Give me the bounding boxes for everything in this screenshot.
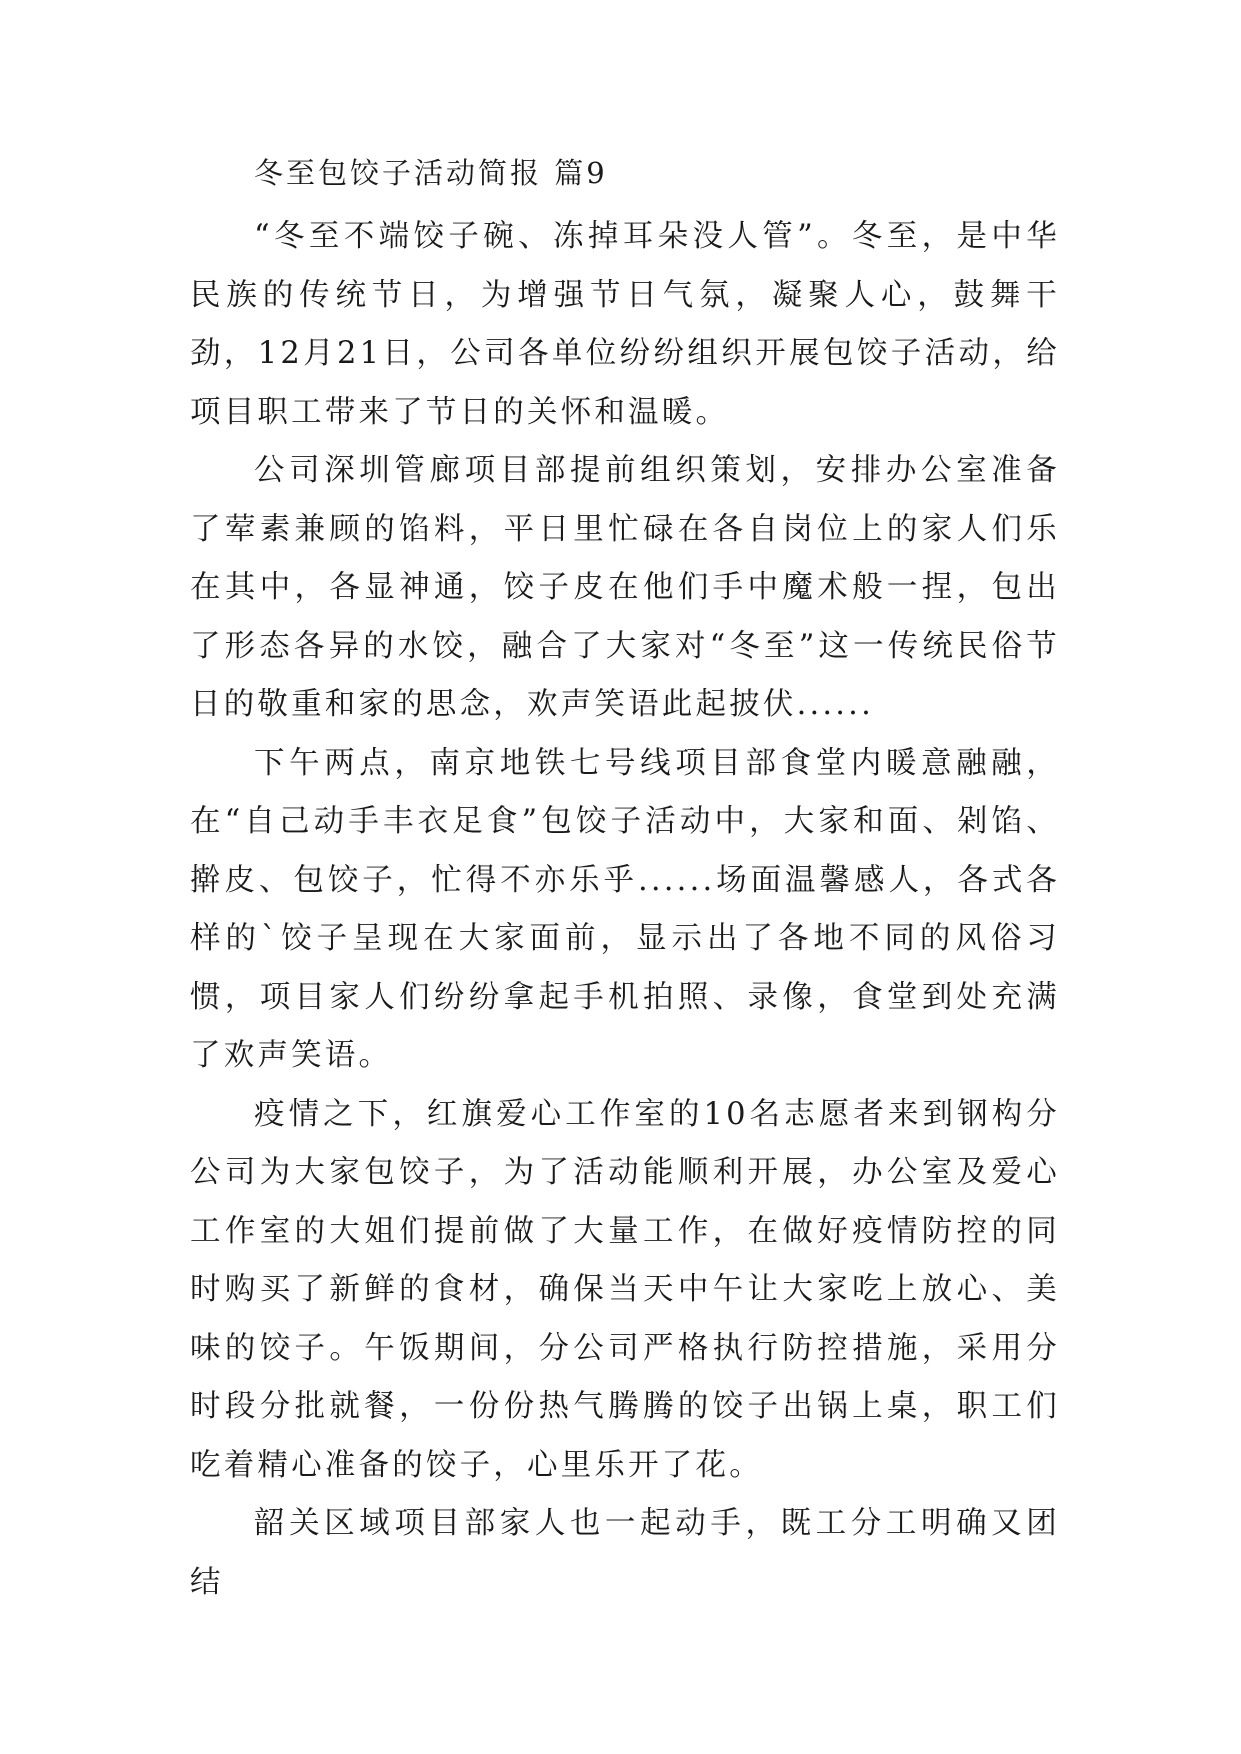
document-title: 冬至包饺子活动简报 篇9 — [254, 156, 608, 190]
paragraph-2: 公司深圳管廊项目部提前组织策划，安排办公室准备了荤素兼顾的馅料，平日里忙碌在各自岗位上的家人们乐在其中，各显神通，饺子皮在他们手中魔术般一捏，包出了形态各异的水饺，融合了大家对“冬至”这一传统民俗节日的敬重和家的思念，欢声笑语此起披伏...... — [190, 453, 1060, 722]
paragraph-5: 韶关区域项目部家人也一起动手，既工分工明确又团结 — [190, 1506, 1060, 1600]
paragraph-3: 下午两点，南京地铁七号线项目部食堂内暖意融融，在“自己动手丰衣足食”包饺子活动中，大家和面、剁馅、擀皮、包饺子，忙得不亦乐乎......场面温馨感人，各式各样的`饺子呈现在大家面前，显示出了各地不同的风俗习惯，项目家人们纷纷拿起手机拍照、录像，食堂到处充满了欢声笑语。 — [190, 745, 1060, 1073]
document-page — [190, 156, 1060, 1612]
paragraph-1: “冬至不端饺子碗、冻掉耳朵没人管”。冬至，是中华民族的传统节日，为增强节日气氛，凝聚人心，鼓舞干劲，12月21日，公司各单位纷纷组织开展包饺子活动，给项目职工带来了节日的关怀和温暖。 — [190, 219, 1060, 430]
paragraph-4: 疫情之下，红旗爱心工作室的10名志愿者来到钢构分公司为大家包饺子，为了活动能顺利开展，办公室及爱心工作室的大姐们提前做了大量工作，在做好疫情防控的同时购买了新鲜的食材，确保当天中午让大家吃上放心、美味的饺子。午饭期间，分公司严格执行防控措施，采用分时段分批就餐，一份份热气腾腾的饺子出锅上桌，职工们吃着精心准备的饺子，心里乐开了花。 — [190, 1096, 1060, 1483]
